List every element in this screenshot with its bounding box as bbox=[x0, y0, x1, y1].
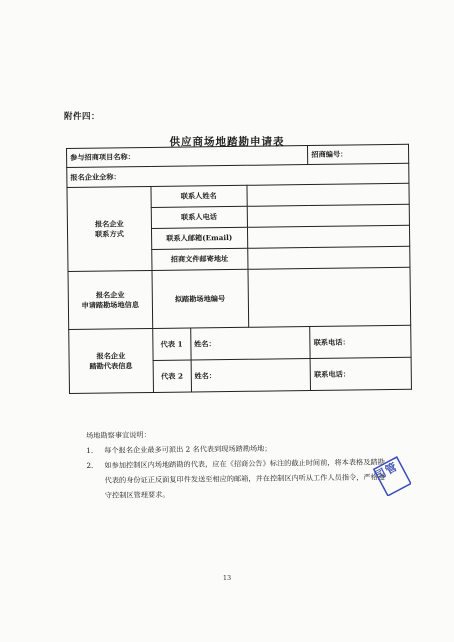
notes-heading: 场地勘察事宜说明： bbox=[86, 430, 151, 440]
page-number: 13 bbox=[222, 574, 232, 582]
bid-number-label: 招商编号： bbox=[308, 144, 409, 164]
seal-stamp-text: 司管 bbox=[372, 460, 400, 483]
note-text: 如参加控制区内场地踏勘的代表，应在《招商公告》标注的截止时间前，将本表格及踏勘代表的身份证正反面复印件发送至相应的邮箱，并在控制区内听从工作人员指令，严格遵守控制区管理要求。 bbox=[104, 457, 386, 500]
application-form-table bbox=[66, 144, 412, 394]
contact-phone-field bbox=[247, 204, 410, 227]
contact-section-label-line1: 报名企业 bbox=[94, 219, 124, 229]
representative-1-label: 代表 1 bbox=[152, 328, 190, 360]
site-section-label-line1: 报名企业 bbox=[95, 290, 125, 300]
contact-section-label-line2: 联系方式 bbox=[94, 228, 124, 239]
notes-section bbox=[86, 424, 387, 503]
note-text: 每个报名企业最多可派出 2 名代表到现场踏勘场地； bbox=[104, 443, 272, 455]
form-title: 供应商场地踏勘申请表 bbox=[169, 136, 285, 148]
project-name-label: 参与招商项目名称： bbox=[67, 146, 308, 168]
representative-2-name-label: 姓名： bbox=[191, 359, 311, 392]
site-code-label: 拟踏勘场地编号 bbox=[152, 269, 248, 328]
representative-1-name-label: 姓名： bbox=[190, 327, 310, 360]
representative-2-phone-label: 联系电话： bbox=[310, 357, 411, 390]
representative-2-label: 代表 2 bbox=[153, 360, 191, 392]
note-item bbox=[86, 454, 387, 503]
site-row bbox=[68, 267, 411, 329]
mailing-address-field bbox=[247, 246, 410, 269]
site-section-label bbox=[68, 270, 152, 329]
representative-row bbox=[69, 325, 411, 361]
note-number: 2. bbox=[86, 460, 94, 470]
representative-section-label bbox=[69, 328, 154, 393]
representative-1-phone-label: 联系电话： bbox=[310, 325, 411, 358]
site-code-field bbox=[247, 267, 410, 327]
note-number: 1. bbox=[86, 445, 94, 455]
mailing-address-label: 招商文件邮寄地址 bbox=[151, 248, 247, 270]
representative-section-label-line1: 报名企业 bbox=[96, 351, 126, 361]
contact-phone-label: 联系人电话 bbox=[151, 206, 247, 228]
representative-section-label-line2: 踏勘代表信息 bbox=[89, 360, 133, 371]
contact-section-label bbox=[67, 186, 152, 271]
attachment-label: 附件四： bbox=[64, 112, 101, 122]
contact-email-label: 联系人邮箱(Email) bbox=[151, 227, 247, 249]
contact-email-field bbox=[247, 225, 410, 248]
contact-name-field bbox=[246, 183, 409, 206]
company-full-name-label: 报名企业全称： bbox=[67, 163, 409, 187]
site-section-label-line2: 申请踏勘场地信息 bbox=[81, 299, 140, 310]
contact-name-label: 联系人姓名 bbox=[151, 185, 247, 207]
